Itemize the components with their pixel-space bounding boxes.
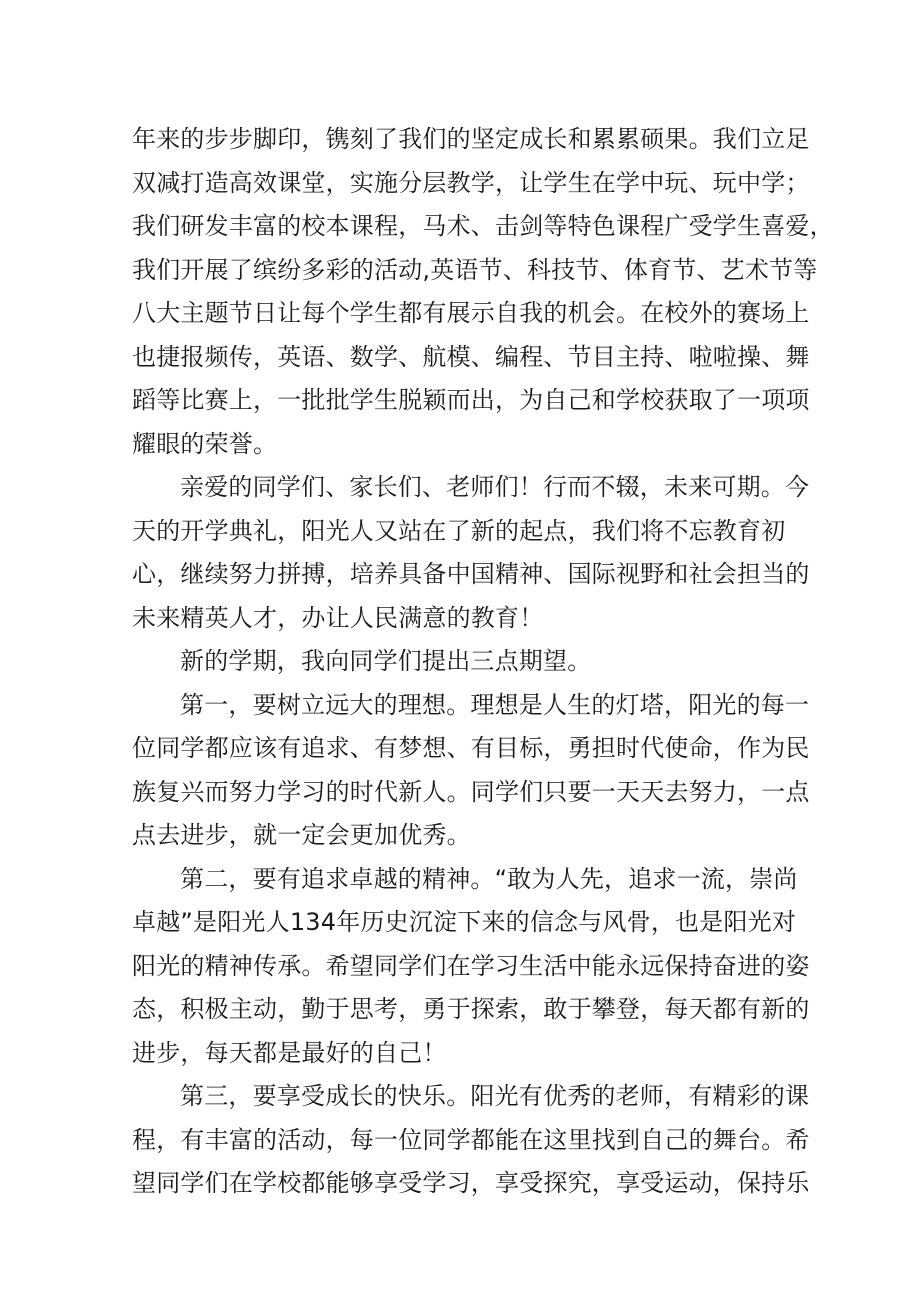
text-line: 双减打造高效课堂，实施分层教学，让学生在学中玩、玩中学； [132, 168, 810, 197]
text-line: 第二，要有追求卓越的精神。“敢为人先，追求一流，崇尚 [180, 864, 798, 893]
text-line: 程，有丰富的活动，每一位同学都能在这里找到自己的舞台。希 [132, 1125, 810, 1154]
paragraph-4 [132, 684, 810, 858]
text-line: 卓越”是阳光人134年历史沉淀下来的信念与风骨，也是阳光对 [132, 908, 797, 936]
paragraph-5 [132, 858, 810, 1076]
text-line: 蹈等比赛上，一批批学生脱颖而出，为自己和学校获取了一项项 [132, 386, 810, 414]
text-line: 位同学都应该有追求、有梦想、有目标，勇担时代使命，作为民 [132, 734, 810, 762]
text-line: 态，积极主动，勤于思考，勇于探索，敢于攀登，每天都有新的 [132, 995, 810, 1023]
text-line: 第一，要树立远大的理想。理想是人生的灯塔，阳光的每一 [180, 690, 810, 719]
paragraph-3 [132, 640, 792, 684]
paragraph-6 [132, 1075, 810, 1206]
text-line: 也捷报频传，英语、数学、航模、编程、节目主持、啦啦操、舞 [132, 342, 810, 371]
text-line: 天的开学典礼，阳光人又站在了新的起点，我们将不忘教育初 [132, 516, 786, 545]
text-line: 耀眼的荣誉。 [132, 429, 278, 458]
text-line: 我们开展了缤纷多彩的活动,英语节、科技节、体育节、艺术节等 [132, 255, 818, 284]
text-line: 进步，每天都是最好的自己！ [132, 1038, 447, 1067]
text-line: 我们研发丰富的校本课程，马术、击剑等特色课程广受学生喜爱， [132, 212, 834, 240]
text-line: 年来的步步脚印，镌刻了我们的坚定成长和累累硕果。我们立足 [132, 125, 810, 153]
text-line: 亲爱的同学们、家长们、老师们！行而不辍，未来可期。今 [180, 473, 810, 501]
text-line: 第三，要享受成长的快乐。阳光有优秀的老师，有精彩的课 [180, 1082, 810, 1110]
text-line: 望同学们在学校都能够享受学习，享受探究，享受运动，保持乐 [132, 1169, 810, 1197]
paragraph-1 [132, 118, 834, 466]
document-body [132, 118, 834, 1206]
text-line: 心，继续努力拼搏，培养具备中国精神、国际视野和社会担当的 [132, 560, 810, 588]
paragraph-2 [132, 466, 810, 640]
text-line: 新的学期，我向同学们提出三点期望。 [180, 647, 592, 675]
text-line: 八大主题节日让每个学生都有展示自我的机会。在校外的赛场上 [132, 299, 810, 327]
text-line: 点去进步，就一定会更加优秀。 [132, 821, 471, 849]
text-line: 族复兴而努力学习的时代新人。同学们只要一天天去努力，一点 [132, 777, 810, 806]
text-line: 阳光的精神传承。希望同学们在学习生活中能永远保持奋进的姿 [132, 951, 810, 980]
text-line: 未来精英人才，办让人民满意的教育！ [132, 603, 544, 632]
